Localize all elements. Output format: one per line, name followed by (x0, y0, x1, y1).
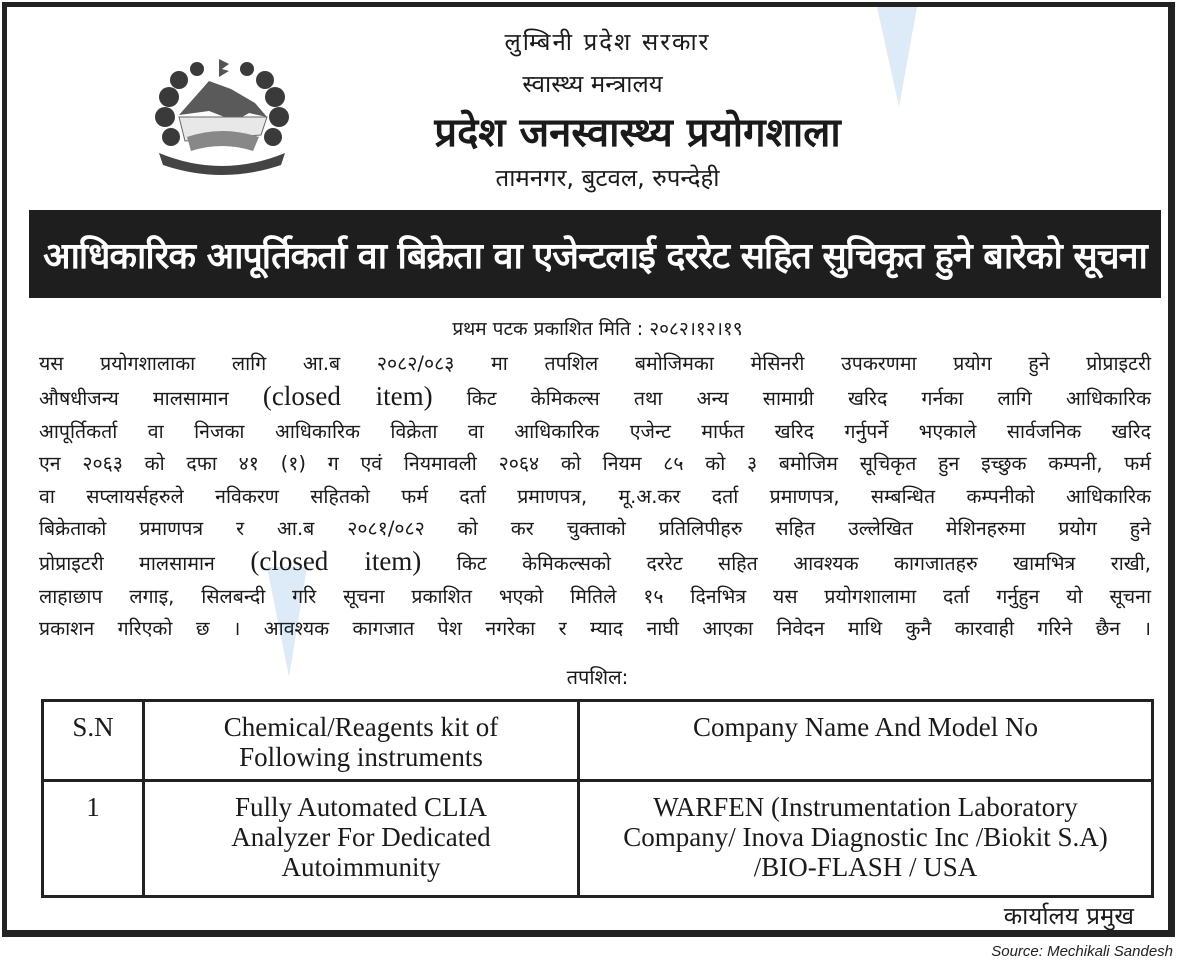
notice-body-line: बिक्रेताको प्रमाणपत्र र आ.ब २०८१/०८२ को कर चुक्ताको प्रतिलिपीहरु सहित उल्लेखित मेशिनहरुमा प्रयोग हुने (39, 517, 1151, 541)
source-credit: Source: Mechikali Sandesh (991, 943, 1173, 960)
ministry-name: स्वास्थ्य मन्त्रालय (522, 70, 663, 98)
notice-body-line: प्रोप्राइटरी मालसामान (closed item) किट केमिकल्सको दररेट सहित आवश्यक कागजातहरु खामभित्र राखी, (39, 546, 1151, 577)
table-header-row (43, 701, 1153, 781)
cell-sn: 1 (43, 781, 144, 897)
header-instrument: Chemical/Reagents kit of Following instruments (144, 701, 579, 781)
office-name: प्रदेश जनस्वास्थ्य प्रयोगशाला (434, 110, 841, 156)
notice-title: आधिकारिक आपूर्तिकर्ता वा बिक्रेता वा एजेन्टलाई दररेट सहित सुचिकृत हुने बारेको सूचना (43, 235, 1147, 277)
notice-body-line: यस प्रयोगशालाका लागि आ.ब २०८२/०८३ मा तपशिल बमोजिमका मेसिनरी उपकरणमा प्रयोग हुने प्रोप्राइटरी (39, 352, 1151, 375)
notice-body-line: प्रकाशन गरिएको छ । आवश्यक कागजात पेश नगरेका र म्याद नाघी आएका निवेदन माथि कुनै कारवाही गरिने छैन । (39, 617, 1151, 641)
notice-frame (2, 2, 1175, 937)
table-row (43, 781, 1153, 897)
office-address: तामनगर, बुटवल, रुपन्देही (495, 164, 720, 192)
notice-body (39, 348, 1151, 646)
cell-instrument: Fully Automated CLIA Analyzer For Dedicated Autoimmunity (144, 781, 579, 897)
cell-company: WARFEN (Instrumentation Laboratory Company/ Inova Diagnostic Inc /Biokit S.A) /BIO-FLASH / USA (579, 781, 1153, 897)
notice-title-banner (29, 210, 1161, 298)
first-published-date: प्रथम पटक प्रकाशित मिति : २०८२।१२।१९ (452, 318, 743, 340)
notice-body-line: वा सप्लायर्सहरुले नविकरण सहितको फर्म दर्ता प्रमाणपत्र, मू.अ.कर दर्ता प्रमाणपत्र, सम्बन्धित कम्पनीको आधिकारिक (39, 484, 1151, 508)
office-chief-signoff: कार्यालय प्रमुख (1003, 902, 1134, 930)
notice-body-line: एन २०६३ को दफा ४१ (१) ग एवं नियमावली २०६४ को नियम ८५ को ३ बमोजिम सूचिकृत हुन इच्छुक कम्पनी, फर्म (39, 452, 1151, 476)
items-table (41, 699, 1154, 898)
notice-body-line: आपूर्तिकर्ता वा निजका आधिकारिक विक्रेता वा आधिकारिक एजेन्ट मार्फत खरिद गर्नुपर्ने भएकाले सार्वजनिक खरिद (39, 419, 1151, 443)
notice-body-line: लाहाछाप लगाइ, सिलबन्दी गरि सूचना प्रकाशित भएको मितिले १५ दिनभित्र यस प्रयोगशालामा दर्ता गर्नुहुन यो सूचना (39, 584, 1151, 608)
notice-body-line: औषधीजन्य मालसामान (closed item) किट केमिकल्स तथा अन्य सामाग्री खरिद गर्नका लागि आधिकारिक (39, 381, 1151, 412)
schedule-label: तपशिल: (566, 665, 629, 689)
government-name: लुम्बिनी प्रदेश सरकार (504, 28, 711, 56)
header-sn: S.N (43, 701, 144, 781)
header-company: Company Name And Model No (579, 701, 1153, 781)
